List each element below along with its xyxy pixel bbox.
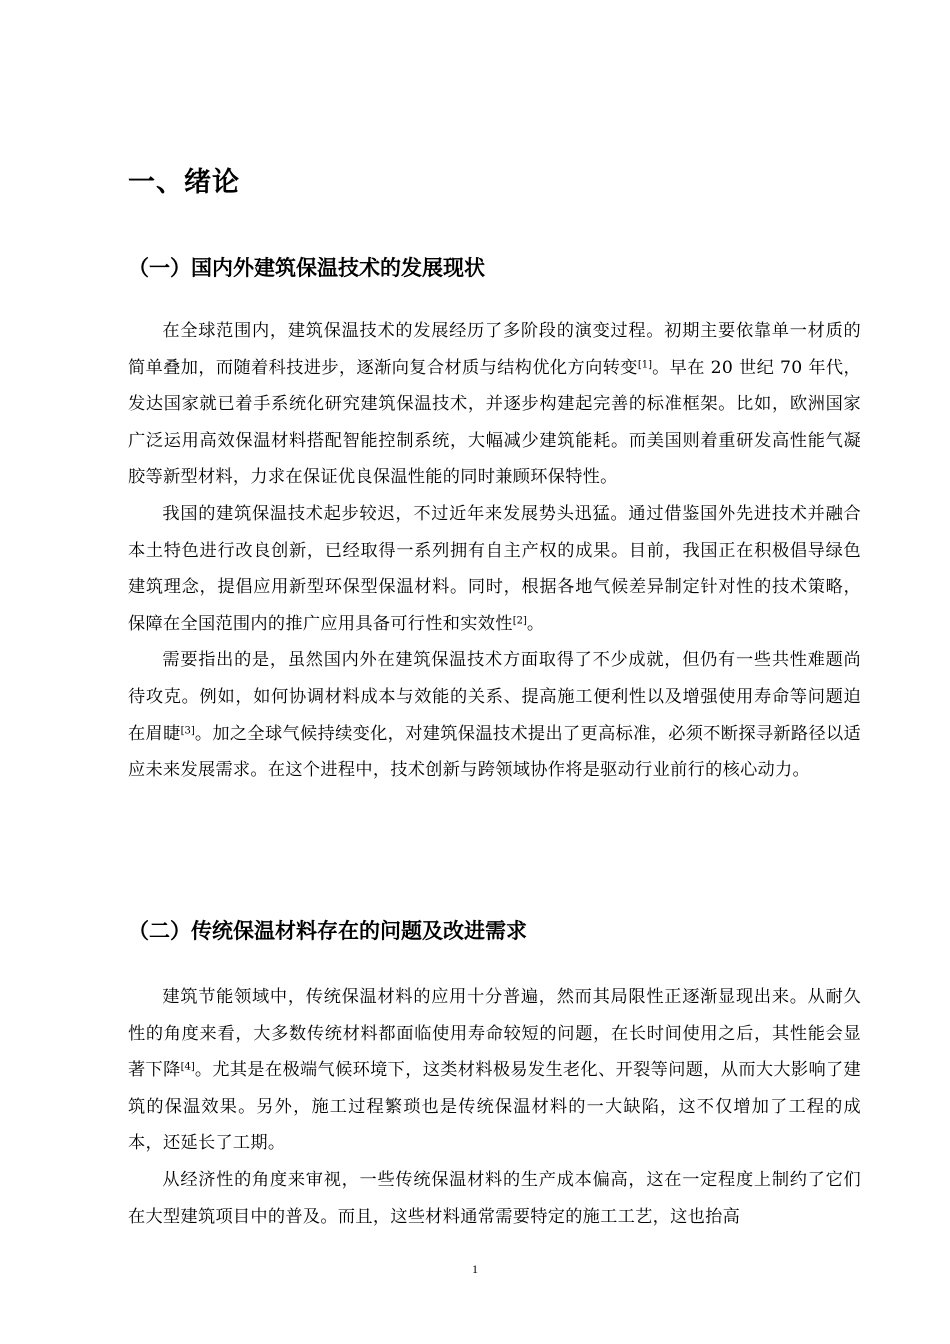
- paragraph: [128, 496, 861, 642]
- section-body-2: [128, 979, 861, 1235]
- paragraph-text: 。尤其是在极端气候环境下，这类材料极易发生老化、开裂等问题，从而大大影响了建筑的保温效果。另外，施工过程繁琐也是传统保温材料的一大缺陷，这不仅增加了工程的成本，还延长了工期。: [128, 1060, 862, 1154]
- paragraph-text: 我国的建筑保温技术起步较迟，不过近年来发展势头迅猛。通过借鉴国外先进技术并融合本土特色进行改良创新，已经取得一系列拥有自主产权的成果。目前，我国正在积极倡导绿色建筑理念，提倡应用新型环保型保温材料。同时，根据各地气候差异制定针对性的技术策略，保障在全国范围内的推广应用具备可行性和实效性: [128, 503, 861, 634]
- citation-ref: [2]: [512, 615, 527, 627]
- paragraph-text: 在全球范围内，建筑保温技术的发展经历了多阶段的演变过程。初期主要依靠单一材质的简单叠加，而随着科技进步，逐渐向复合材质与结构优化方向转变: [128, 321, 861, 378]
- paragraph: [128, 642, 861, 788]
- paragraph-text: 从经济性的角度来审视，一些传统保温材料的生产成本偏高，这在一定程度上制约了它们在大型建筑项目中的普及。而且，这些材料通常需要特定的施工工艺，这也抬高: [128, 1169, 861, 1227]
- page-number: 1: [472, 1262, 478, 1276]
- paragraph: [128, 1162, 861, 1235]
- citation-ref: [3]: [180, 725, 195, 737]
- citation-ref: [1]: [637, 359, 652, 371]
- section-heading-1: （一）国内外建筑保温技术的发展现状: [128, 256, 485, 280]
- paragraph-text: 。: [526, 613, 545, 634]
- paragraph: [128, 979, 861, 1162]
- paragraph-text: 建筑节能领域中，传统保温材料的应用十分普遍，然而其局限性正逐渐显现出来。从耐久性的角度来看，大多数传统材料都面临使用寿命较短的问题，在长时间使用之后，其性能会显著下降: [128, 987, 861, 1081]
- citation-ref: [4]: [180, 1061, 195, 1073]
- paragraph-text: 需要指出的是，虽然国内外在建筑保温技术方面取得了不少成就，但仍有一些共性难题尚待攻克。例如，如何协调材料成本与效能的关系、提高施工便利性以及增强使用寿命等问题迫在眉睫: [128, 650, 861, 744]
- paragraph: [128, 313, 861, 496]
- section-heading-2: （二）传统保温材料存在的问题及改进需求: [128, 919, 527, 943]
- paragraph-text: 。加之全球气候持续变化，对建筑保温技术提出了更高标准，必须不断探寻新路径以适应未来发展需求。在这个进程中，技术创新与跨领域协作将是驱动行业前行的核心动力。: [128, 723, 862, 781]
- chapter-title: 一、绪论: [128, 167, 240, 198]
- section-body-1: [128, 313, 861, 789]
- paragraph-text: 。早在 20 世纪 70 年代，发达国家就已着手系统化研究建筑保温技术，并逐步构建起完善的标准框架。比如，欧洲国家广泛运用高效保温材料搭配智能控制系统，大幅减少建筑能耗。而美国则着重研发高性能气凝胶等新型材料，力求在保证优良保温性能的同时兼顾环保特性。: [128, 357, 862, 488]
